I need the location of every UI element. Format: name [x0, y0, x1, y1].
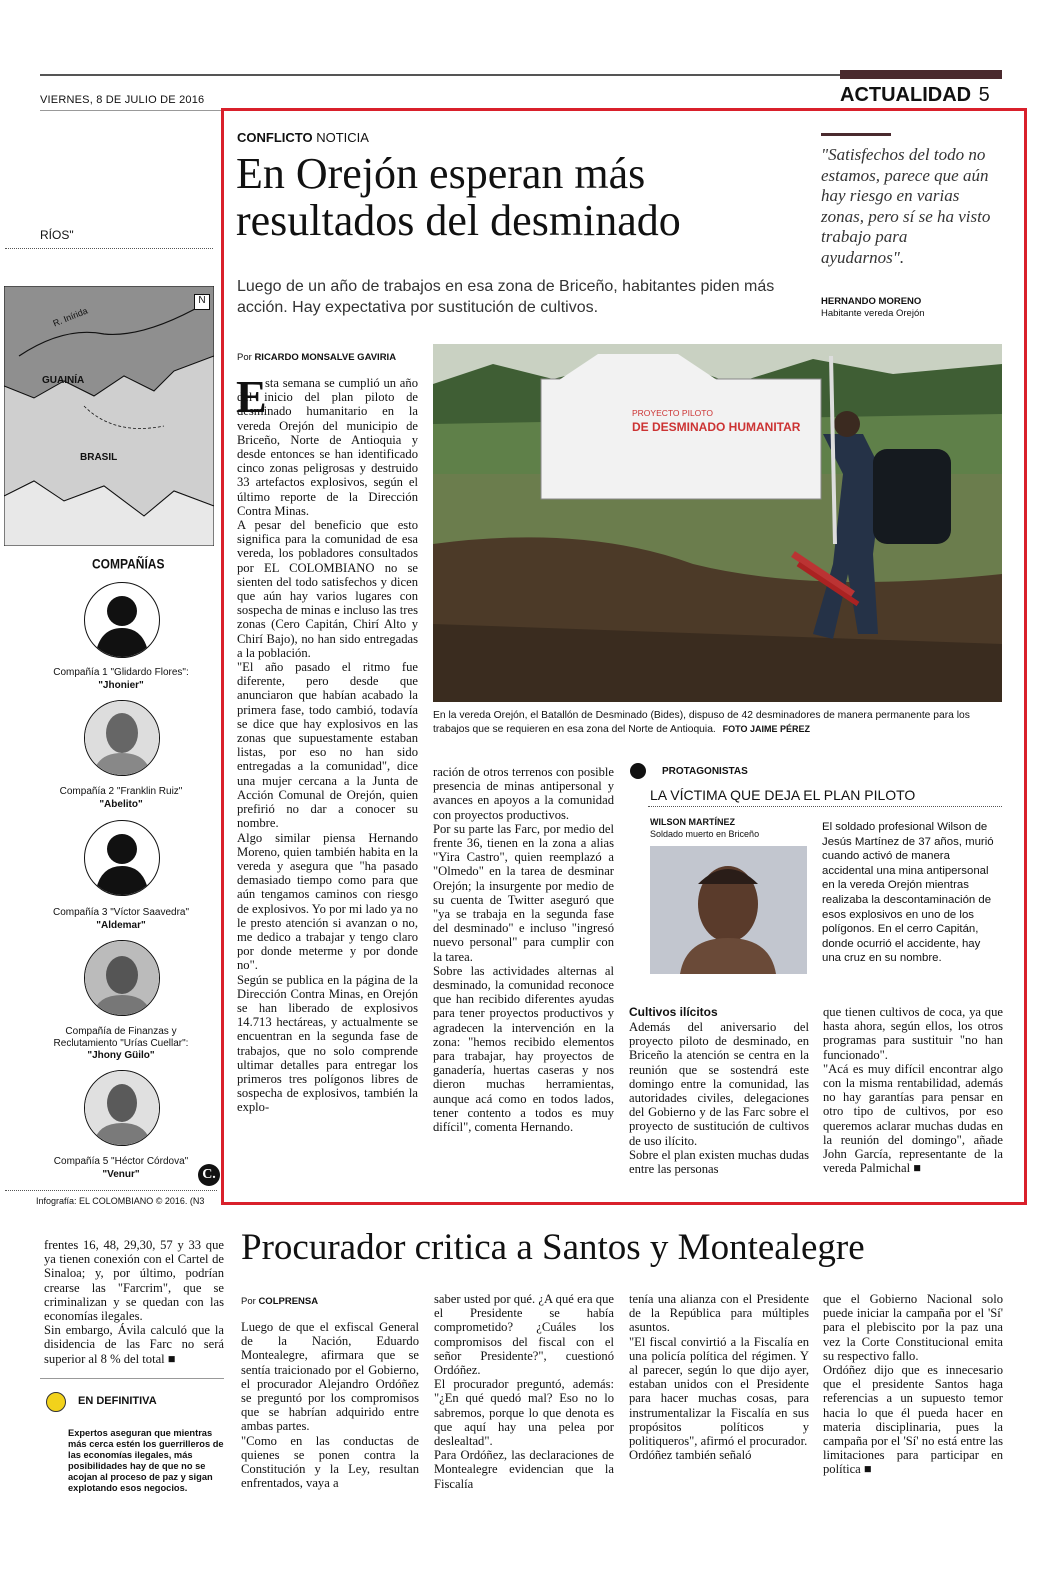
compania-label: Compañía 3 "Víctor Saavedra"	[52, 907, 190, 918]
map-label-river: R. Inírida	[51, 305, 90, 329]
victim-text: El soldado profesional Wilson de Jesús Martínez de 37 años, murió cuando activó de manera accidental una mina antipersonal en la vereda Orejón mientras realizaba la descontaminación de esos explosivos en uno de los polígonos. En el cerro Capitán, donde ocurrió el accidente, hay una cruz en su nombre.	[822, 821, 994, 965]
section-tab	[840, 70, 1002, 79]
protagonistas-rule	[648, 806, 1002, 807]
compania-label: Compañía 2 "Franklin Ruiz"	[59, 786, 183, 797]
left-dotted-rule	[5, 248, 213, 249]
left-text-rule	[40, 1378, 224, 1379]
companias-title: COMPAÑÍAS	[92, 555, 165, 573]
region-map	[4, 286, 214, 546]
byline-prefix: Por	[237, 352, 255, 363]
infographic-credit: Infografía: EL COLOMBIANO © 2016. (N3	[36, 1196, 205, 1206]
second-column-1: Luego de que el exfiscal General de la Nación, Eduardo Montealegre, afirmara que se sentía traicionado por el Gobierno, el procurador Alejandro Ordóñez se preguntó por los compromisos que se habrían adquirido entre ambas partes. "Como en las conductas de quienes se ponen contra la Constitución y la Ley, resultan enfrentados, vaya a	[241, 1320, 419, 1491]
article-column-1: sta semana se cumplió un año del inicio del plan piloto de desminado humanitario en la vereda Orejón del municipio de Briceño, Norte de Antioquia y desde entonces se han identificado cinco zonas peligrosas y destruido 33 artefactos explosivos, según el último reporte de la Dirección Contra Minas. A pesar del beneficio que esto significa para la comunidad de esa vereda, los pobladores consultados por EL COLOMBIANO no se sienten del todo satisfechos y dicen que aún hay varios lugares con sospecha de minas e incluso las tres zonas (Cero Capitán, Chirí Alto y Chirí Bajo), no han sido entregadas a la población. "El año pasado el ritmo fue diferente, pero desde que anunciaron que habían acabado la primera fase, todo cambió, todavía se dice que hay explosivos en las zonas que supuestamente estaban listas, por eso no han sido entregadas a la comunidad", dice una mujer cercana a la Junta de Acción Comunal de Orejón, quien prefirió no dar a conocer su nombre. Algo similar piensa Hernando Moreno, quien también habita en la vereda y asegura que "ha pasado demasiado tiempo como para que aún tengamos caminos con riesgo de explosivos. Yo por mi lado ya no le presto atención si avanzan o no, me dedico a trabajar y tengo claro por donde meterme y por donde no". Según se publica en la página de la Dirección Contra Minas, en Orejón se han liberado de explosivos 14.713 hectáreas, y actualmente se encuentran en la segunda fase de trabajos, que no solo comprende ultimar detalles para entregar los primeros tres polígonos libres de sospecha de explosivos, también la explo-	[237, 376, 418, 1115]
map-corner-badge: Ñ	[194, 294, 210, 310]
section-name: ACTUALIDAD	[840, 84, 972, 106]
compania-name: "Jhony Güilo"	[87, 1050, 155, 1061]
map-label-guainia: GUAINÍA	[42, 375, 85, 386]
avatar-photo	[84, 700, 160, 776]
quote-role: Habitante vereda Orejón	[821, 308, 925, 319]
compania-name: "Aldemar"	[96, 920, 146, 931]
caption-text: En la vereda Orejón, el Batallón de Desminado (Bides), dispuso de 42 desminadores de manera permanente para los trabajos que se requieren en esa zona del Norte de Antioquia.	[433, 710, 970, 735]
page-number: 5	[978, 84, 990, 106]
victim-name: WILSON MARTÍNEZ	[650, 817, 735, 827]
victim-photo	[650, 846, 807, 974]
caption-credit: FOTO JAIME PÉREZ	[722, 723, 811, 734]
avatar-silhouette	[84, 582, 160, 658]
compania-label: Compañía 5 "Héctor Córdova"	[53, 1156, 189, 1167]
article-byline	[237, 352, 396, 363]
definitiva-icon	[46, 1392, 66, 1412]
kicker-type: NOTICIA	[316, 130, 369, 145]
page-date: VIERNES, 8 DE JULIO DE 2016	[40, 94, 205, 106]
avatar-silhouette	[84, 820, 160, 896]
sign-text-line2: DE DESMINADO HUMANITAR	[632, 420, 801, 434]
avatar-photo	[84, 1070, 160, 1146]
article-headline: En Orejón esperan más resultados del desminado	[236, 149, 681, 245]
byline-author: COLPRENSA	[258, 1296, 319, 1307]
protagonistas-title: LA VÍCTIMA QUE DEJA EL PLAN PILOTO	[650, 787, 916, 803]
victim-role: Soldado muerto en Briceño	[650, 829, 760, 839]
compania-name: "Abelito"	[99, 799, 143, 810]
map-label-brasil: BRASIL	[80, 452, 118, 463]
second-headline: Procurador critica a Santos y Montealegre	[241, 1227, 865, 1268]
protagonistas-icon	[630, 763, 646, 779]
compania-label: Compañía 1 "Glidardo Flores":	[53, 667, 189, 678]
protagonistas-label: PROTAGONISTAS	[662, 766, 748, 777]
compania-name: "Venur"	[102, 1169, 140, 1180]
compania-label: Compañía de Finanzas y Reclutamiento "Urías Cuellar":	[53, 1026, 189, 1049]
photo-caption	[433, 709, 1002, 736]
byline-author: RICARDO MONSALVE GAVIRIA	[254, 352, 397, 363]
kicker-section: CONFLICTO	[237, 130, 313, 145]
article-column-2: ración de otros terrenos con posible presencia de minas antipersonal y avances en apoyos a la comunidad con proyectos productivos. Por su parte las Farc, por medio del frente 36, tienen en la zona a alias "Yira Castro", quien reemplazó a "Olmedo" en la tarea de desminar Orejón; la insurgente por medio de su cuenta de Twitter aseguró que "ya se trabaja en la segunda fase del desminado" e incluso "ingresó nuevo personal" para cumplir con la tarea. Sobre las actividades alternas al desminado, la comunidad reconoce que han recibido diferentes ayudas para tener proyectos productivos y agradecen la intervención en la zona: "hemos recibido elementos para trabajar, hay proyectos de ganadería, huertas caseras y nos dieron muchas herramientas, aunque acá como en todos lados, tener contento a todos es muy difícil", comenta Hernando.	[433, 765, 614, 1135]
definitiva-text: Expertos aseguran que mientras más cerca estén los guerrilleros de las economías ilegales, más posibilidades hay de que no se acojan al proceso de paz y sigan explotando esos negocios.	[68, 1428, 224, 1493]
avatar-photo	[84, 940, 160, 1016]
definitiva-title: EN DEFINITIVA	[78, 1395, 157, 1407]
article-kicker	[237, 130, 369, 145]
second-column-2: saber usted por qué. ¿A qué era que el Presidente se había comprometido? ¿Cuáles los compromisos del fiscal con el señor Presidente?", cuestionó Ordóñez. El procurador preguntó, además: "¿En qué quedó mal? Eso no lo sabremos, porque lo que denota es que aquí hay una pelea por deslealtad". Para Ordóñez, las declaraciones de Montealegre evidencian que la Fiscalía	[434, 1292, 614, 1491]
byline-prefix: Por	[241, 1296, 259, 1307]
second-column-3: tenía una alianza con el Presidente de la República para múltiples asuntos. "El fiscal convirtió a la Fiscalía en una policía política del régimen. Y al parecer, según lo que dijo ayer, estaban unidos con el Presidente para hacer muchas cosas, para instrumentalizar la Fiscalía en sus propósitos políticos y politiqueros", afirmó el procurador. Ordóñez también señaló	[629, 1292, 809, 1463]
left-article-text: frentes 16, 48, 29,30, 57 y 33 que ya tienen conexión con el Cartel de Sinaloa; y, por último, podrían crearse las "Farcrim", que se criminalizan y se quedan con las economías ilegales. Sin embargo, Ávila calculó que la disidencia de las Farc no será superior al 8 % del total ■	[44, 1238, 224, 1366]
section-header	[840, 84, 990, 107]
article-column-4: que tienen cultivos de coca, ya que hasta ahora, según ellos, los otros programas para sustituir "no han funcionado". "Acá es muy difícil encontrar algo con la misma rentabilidad, además no hay garantías para pensar en otro tipo de cultivos, por eso queremos aclarar muchas dudas en la reunión del domingo", añade John García, representante de la vereda Palmichal ■	[823, 1005, 1003, 1176]
pull-quote: "Satisfechos del todo no estamos, parece que aún hay riesgo en varias zonas, pero sí se ha visto trabajo para ayudarnos".	[821, 145, 991, 267]
quote-author: HERNANDO MORENO	[821, 296, 922, 307]
article-column-3: Además del aniversario del proyecto piloto de desminado, en Briceño la atención se centra en la reunión que se sostendrá este domingo entre la comunidad, las autoridades civiles, delegaciones del Gobierno y de las Farc sobre el proyecto de sustitución de cultivos de uso ilícito. Sobre el plan existen muchas dudas entre las personas	[629, 1020, 809, 1177]
deminer-photo	[433, 344, 1002, 702]
sign-text-line1: PROYECTO PILOTO	[632, 408, 713, 418]
quote-rule	[821, 133, 891, 136]
compania-name: "Jhonier"	[98, 680, 144, 691]
rios-label: RÍOS"	[40, 228, 74, 242]
article-dek: Luego de un año de trabajos en esa zona de Briceño, habitantes piden más acción. Hay expectativa por sustitución de cultivos.	[237, 278, 775, 316]
drop-cap: E	[236, 371, 267, 422]
infographic-bottom-rule	[5, 1190, 217, 1191]
second-column-4: que el Gobierno Nacional solo puede iniciar la campaña por el 'Sí' para el plebiscito por la paz una vez la Corte Constitucional emita su respectivo fallo. Ordóñez dijo que es innecesario que el presidente Santos haga referencias a un supuesto temor hacia lo que él pueda hacer en materia disciplinaria, pues la campaña por el 'Sí' no está entre las limitaciones para participar en política ■	[823, 1292, 1003, 1477]
second-byline	[241, 1296, 318, 1307]
subhead-cultivos: Cultivos ilícitos	[629, 1005, 718, 1019]
el-colombiano-logo: C.	[198, 1164, 220, 1186]
